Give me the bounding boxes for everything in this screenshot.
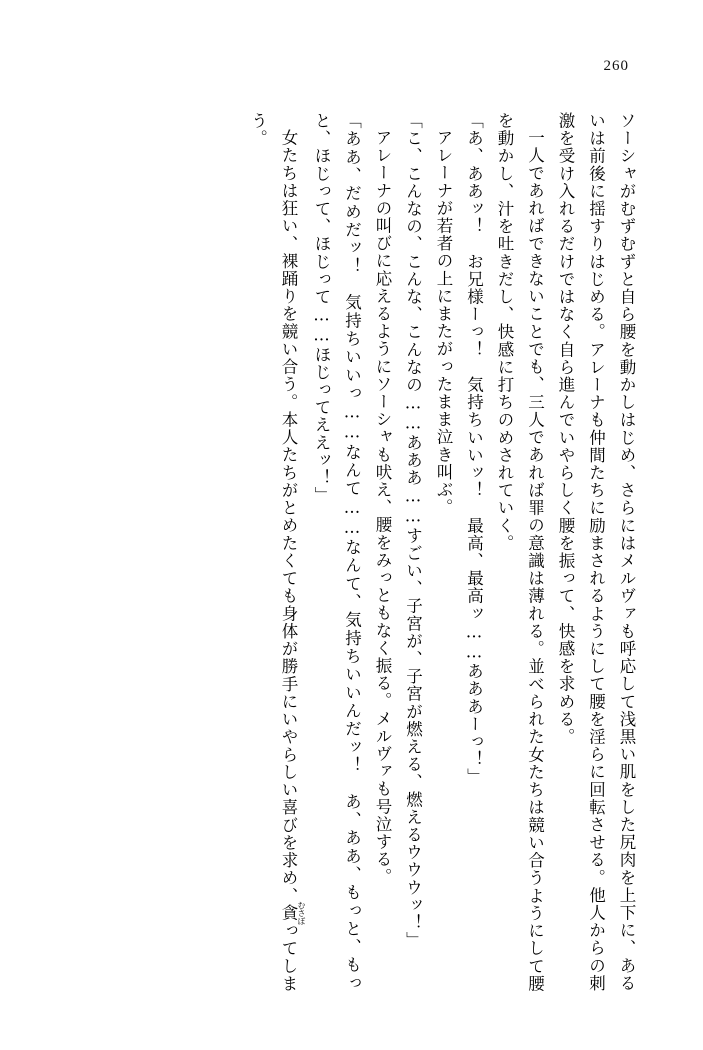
paragraph-4: アレーナが若者の上にまたがったまま泣き叫ぶ。	[434, 128, 453, 516]
ruby-base: 貪	[279, 900, 298, 925]
ruby-annotation	[279, 900, 306, 925]
paragraph-7: 「ああ、だめだッ！ 気持ちいいっ……なんて……なんて、気持ちいいんだッ！ あ、ああ、もっと、もっと、ほじって、ほじって……ほじってええッ！」	[312, 112, 362, 992]
ruby-reading: むさぼ	[297, 900, 306, 925]
paragraph-8-text-after: ってしまう。	[248, 112, 298, 992]
page-body-text	[81, 112, 641, 992]
paragraph-5: 「こ、こんなの、こんな、こんなの……あああ……すごい、子宮が、子宮が燃える、燃えるウウウッ！」	[403, 112, 423, 950]
page-number: 260	[603, 58, 629, 74]
paragraph-8	[242, 112, 306, 992]
paragraph-6: アレーナの叫びに応えるようにソーシャも吠え、腰をみっともなく振る。メルヴァも号泣する。	[373, 128, 392, 886]
paragraph-1: ソーシャがむずむずと自ら腰を動かしはじめ、さらにはメルヴァも呼応して浅黒い肌をした尻肉を上下に、あるいは前後に揺すりはじめる。アレーナも仲間たちに励まされるようにして腰を淫らに回転させる。他人からの刺激を受け入れるだけではなく自ら進んでいやらしく腰を振って、快感を求める。	[556, 112, 636, 992]
paragraph-2: 一人であればできないことでも、三人であれば罪の意識は薄れる。並べられた女たちは競い合うようにして腰を動かし、汁を吐きだし、快感に打ちのめされていく。	[495, 112, 545, 992]
paragraph-3: 「あ、ああッ！ お兄様ーっ！ 気持ちいいッ！ 最高、最高ッ……あああーっ！」	[464, 112, 484, 786]
paragraph-8-text-before: 女たちは狂い、裸踊りを競い合う。本人たちがとめたくても身体が勝手にいやらしい喜びを求め、	[279, 128, 298, 904]
